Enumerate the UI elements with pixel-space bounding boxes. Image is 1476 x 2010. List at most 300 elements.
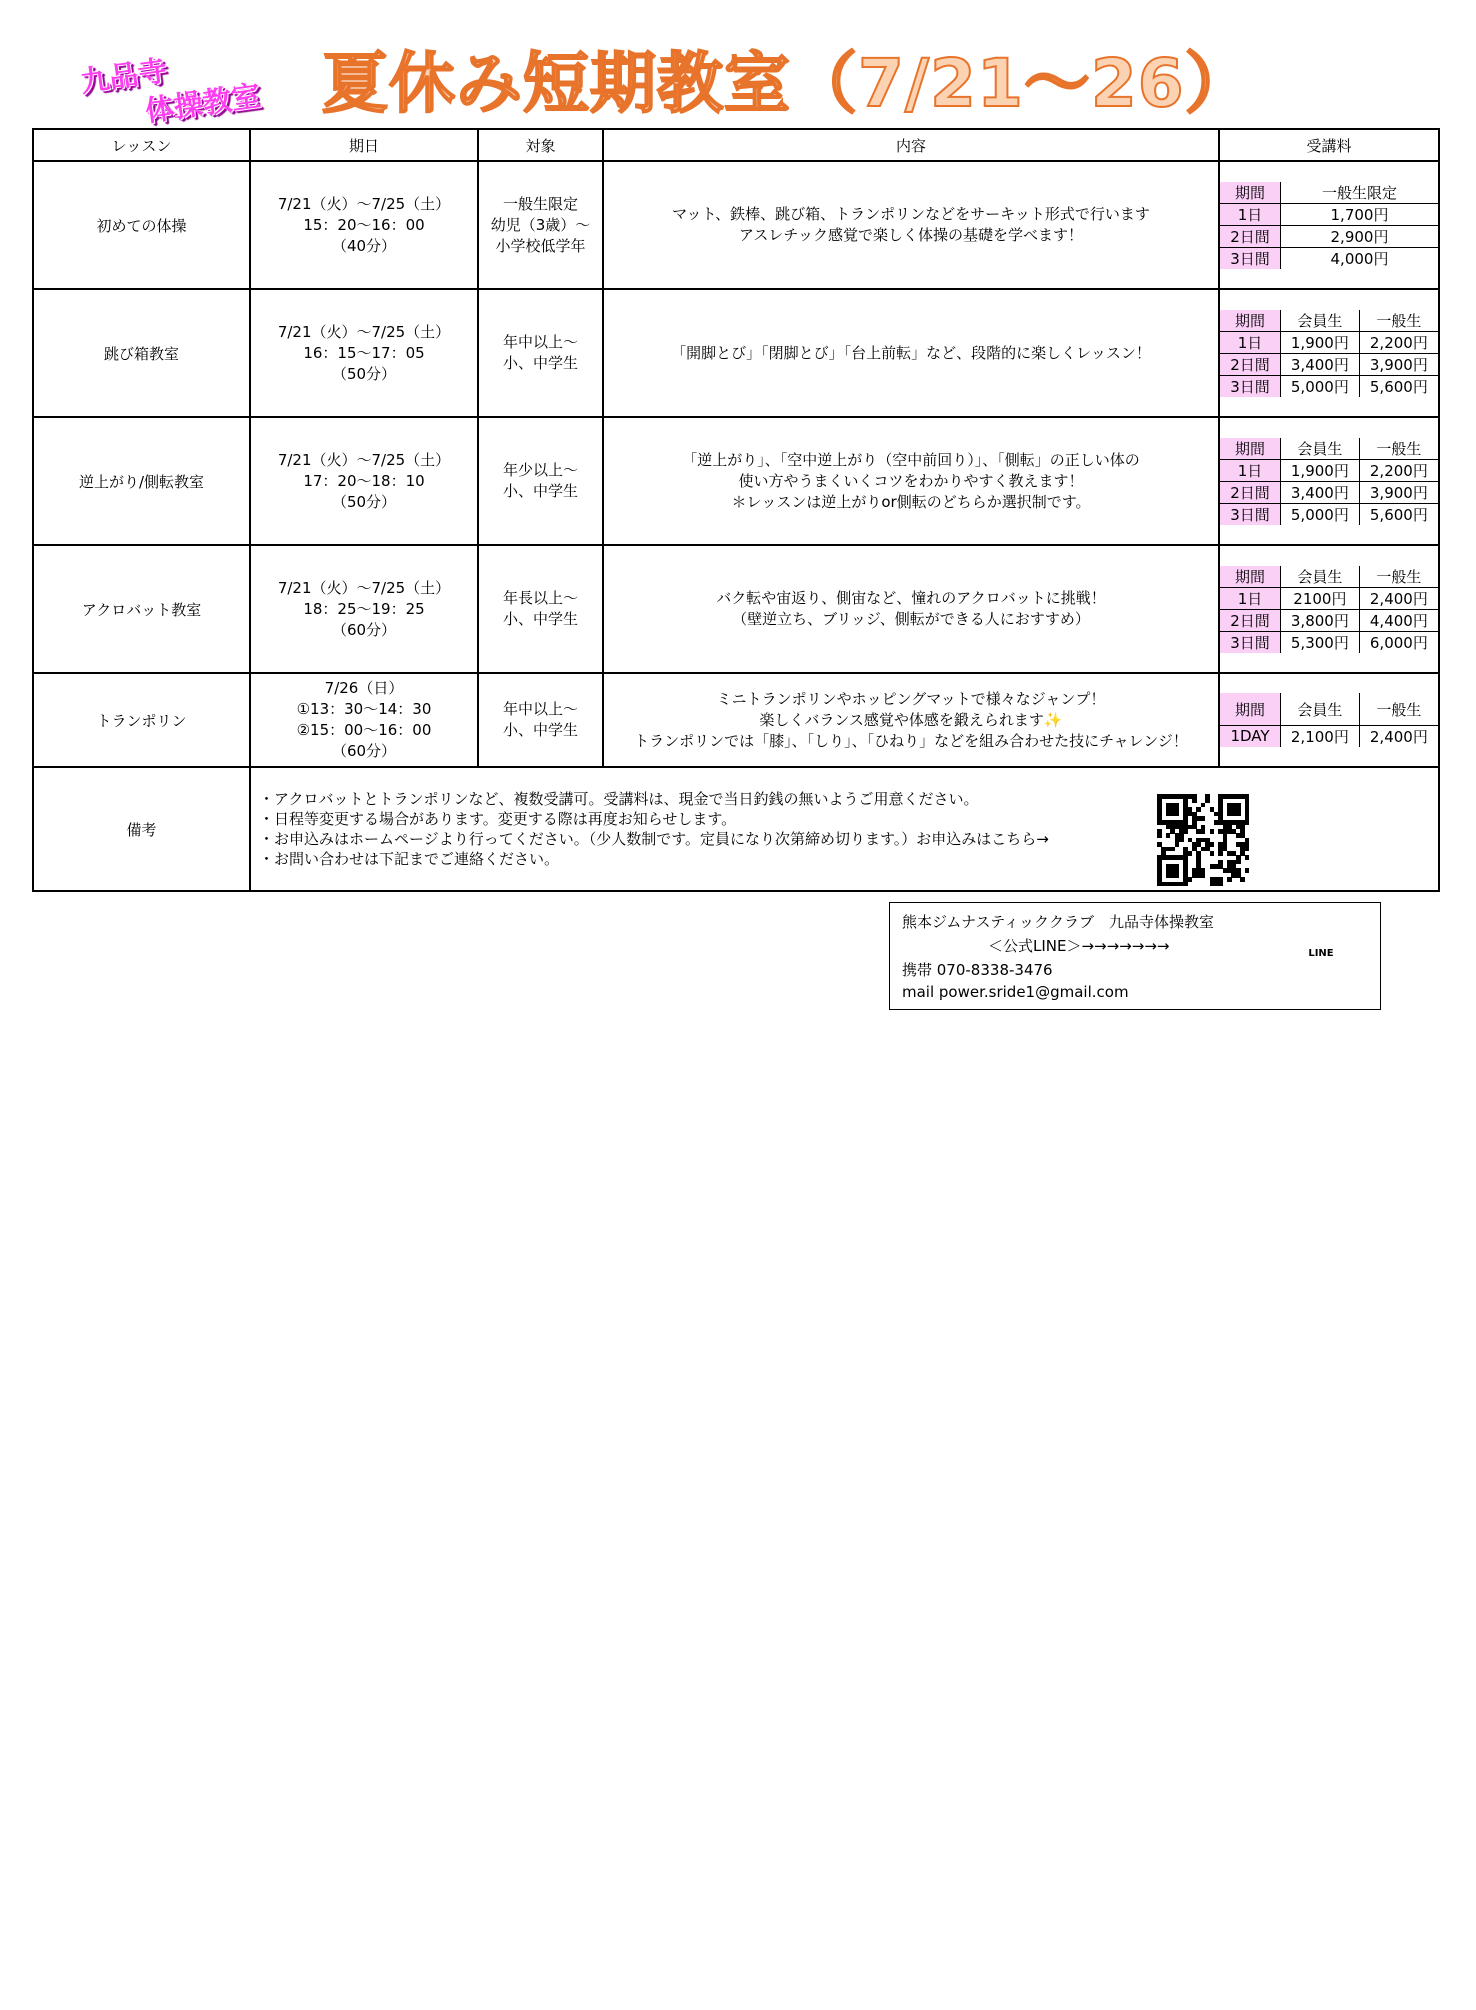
qr-module (1236, 868, 1241, 873)
fee-member-header: 会員生 (1281, 566, 1360, 588)
note-line: ・日程等変更する場合があります。変更する際は再度お知らせします。 (259, 810, 737, 828)
qr-module (1240, 851, 1245, 856)
fee-period: 3日間 (1220, 503, 1281, 525)
fee-member-price: 2100円 (1281, 587, 1360, 609)
time-line: ②15：00～16：00 (296, 721, 432, 739)
qr-module (1227, 820, 1232, 825)
qr-module (1170, 794, 1175, 799)
line-qr-label: LINE (1304, 946, 1338, 962)
lesson-name: 初めての体操 (33, 161, 250, 289)
qr-module (1218, 860, 1223, 865)
qr-module (1274, 2005, 1279, 2010)
qr-module (1157, 803, 1162, 808)
qr-module (1218, 820, 1223, 825)
qr-module (1218, 803, 1223, 808)
qr-module (1157, 829, 1162, 834)
qr-module (1218, 851, 1223, 856)
qr-module (1166, 825, 1171, 830)
qr-module (1231, 803, 1236, 808)
qr-module (1231, 807, 1236, 812)
qr-module (1245, 820, 1250, 825)
lesson-name: アクロバット教室 (33, 545, 250, 673)
content-line: バク転や宙返り、側宙など、憧れのアクロバットに挑戦！ (716, 589, 1106, 607)
qr-module (1245, 794, 1250, 799)
fee-general-header: 一般生 (1359, 438, 1438, 460)
fee-period: 2日間 (1220, 353, 1281, 375)
qr-module (1188, 812, 1193, 817)
qr-module (1166, 847, 1171, 852)
target-line: 年長以上～ (502, 589, 578, 607)
qr-module (1196, 842, 1201, 847)
fee-member-price: 2,100円 (1281, 725, 1360, 747)
qr-module (1201, 868, 1206, 873)
schedule-table (32, 128, 1440, 892)
qr-module (1196, 873, 1201, 878)
fee-period-header: 期間 (1220, 438, 1281, 460)
target-line: 年中以上～ (502, 333, 578, 351)
fee-general-price: 6,000円 (1359, 631, 1438, 653)
fee-member-price: 3,400円 (1281, 353, 1360, 375)
fee-member-price: 1,900円 (1281, 459, 1360, 481)
target-line: 年少以上～ (502, 461, 578, 479)
qr-module (1183, 807, 1188, 812)
qr-module (1179, 855, 1184, 860)
time-line: 17：20～18：10 (303, 471, 425, 490)
qr-module (1166, 864, 1171, 869)
notes-label: 備考 (33, 767, 250, 891)
fee-period-header: 期間 (1220, 310, 1281, 332)
qr-module (1218, 807, 1223, 812)
qr-module (1175, 864, 1180, 869)
qr-module (1183, 851, 1188, 856)
qr-module (1170, 868, 1175, 873)
fee-member-header: 会員生 (1281, 310, 1360, 332)
date-line: 7/21（火）～7/25（土） (277, 194, 451, 213)
qr-module (1188, 825, 1193, 830)
qr-module (1196, 829, 1201, 834)
qr-module (1192, 794, 1197, 799)
qr-module (1245, 847, 1250, 852)
target-line: 年中以上～ (502, 700, 578, 718)
qr-module (1157, 864, 1162, 869)
target-line: 小学校低学年 (495, 236, 586, 255)
fee-general-price: 4,400円 (1359, 609, 1438, 631)
fee-table (1220, 182, 1438, 269)
qr-module (1183, 794, 1188, 799)
lesson-name: トランポリン (33, 673, 250, 767)
lesson-fee (1219, 673, 1439, 767)
qr-module (1223, 838, 1228, 843)
qr-module (1223, 825, 1228, 830)
duration-line: （60分） (331, 742, 397, 760)
qr-module (1183, 816, 1188, 821)
qr-module (1196, 851, 1201, 856)
qr-module (1223, 829, 1228, 834)
qr-module (1214, 820, 1219, 825)
qr-module (1201, 816, 1206, 821)
fee-period: 2日間 (1220, 609, 1281, 631)
qr-module (1245, 798, 1250, 803)
qr-module (1205, 798, 1210, 803)
qr-module (1196, 838, 1201, 843)
lesson-fee (1219, 545, 1439, 673)
qr-module (1175, 833, 1180, 838)
qr-module (1236, 833, 1241, 838)
qr-module (1218, 882, 1223, 887)
qr-module (1223, 833, 1228, 838)
qr-module (1245, 812, 1250, 817)
qr-module (1183, 877, 1188, 882)
qr-module (1192, 820, 1197, 825)
lesson-fee (1219, 161, 1439, 289)
qr-module (1170, 829, 1175, 834)
qr-module (1245, 816, 1250, 821)
qr-module (1201, 825, 1206, 830)
qr-module (1188, 794, 1193, 799)
qr-module (1161, 820, 1166, 825)
qr-module (1231, 860, 1236, 865)
fee-period-header: 期間 (1220, 693, 1281, 725)
qr-module (1170, 820, 1175, 825)
qr-module (1236, 842, 1241, 847)
qr-module (1188, 807, 1193, 812)
fee-general-header: 一般生 (1359, 566, 1438, 588)
qr-module (1166, 812, 1171, 817)
qr-module (1240, 877, 1245, 882)
qr-module (1240, 833, 1245, 838)
qr-module (1170, 825, 1175, 830)
qr-module (1161, 851, 1166, 856)
fee-period: 1日 (1220, 459, 1281, 481)
date-line: 7/21（火）～7/25（土） (277, 322, 451, 341)
qr-module (1175, 842, 1180, 847)
qr-module (1192, 798, 1197, 803)
qr-module (1161, 794, 1166, 799)
qr-module (1210, 882, 1215, 887)
qr-module (1175, 825, 1180, 830)
qr-module (1218, 842, 1223, 847)
qr-module (1214, 877, 1219, 882)
fee-table (1220, 310, 1438, 397)
qr-module (1157, 798, 1162, 803)
qr-module (1245, 803, 1250, 808)
qr-module (1175, 882, 1180, 887)
qr-module (1179, 794, 1184, 799)
notes-content (250, 767, 1439, 891)
lesson-date (250, 673, 478, 767)
fee-member-price: 5,000円 (1281, 503, 1360, 525)
fee-general-price: 2,400円 (1359, 725, 1438, 747)
contact-phone: 携帯 070-8338-3476 (902, 961, 1053, 979)
qr-module (1210, 842, 1215, 847)
qr-module (1166, 807, 1171, 812)
qr-module (1166, 803, 1171, 808)
lesson-target (478, 417, 603, 545)
lesson-name: 逆上がり/側転教室 (33, 417, 250, 545)
fee-general-price: 2,400円 (1359, 587, 1438, 609)
qr-module (1218, 829, 1223, 834)
qr-module (1161, 855, 1166, 860)
qr-module (1227, 829, 1232, 834)
qr-module (1201, 847, 1206, 852)
qr-module (1183, 829, 1188, 834)
qr-module (1188, 851, 1193, 856)
qr-module (1231, 829, 1236, 834)
qr-module (1192, 812, 1197, 817)
fee-price: 4,000円 (1281, 247, 1439, 269)
qr-module (1170, 882, 1175, 887)
qr-module (1227, 807, 1232, 812)
column-header-content: 内容 (603, 129, 1219, 161)
qr-module (1183, 798, 1188, 803)
qr-module (1175, 807, 1180, 812)
lesson-name: 跳び箱教室 (33, 289, 250, 417)
qr-module (1170, 855, 1175, 860)
fee-price: 1,700円 (1281, 203, 1439, 225)
fee-general-price: 5,600円 (1359, 375, 1438, 397)
duration-line: （50分） (331, 492, 397, 511)
school-logo (67, 25, 297, 145)
lesson-content (603, 673, 1219, 767)
note-line: ・お問い合わせは下記までご連絡ください。 (259, 850, 560, 868)
qr-module (1223, 820, 1228, 825)
time-line: 18：25～19：25 (303, 599, 425, 618)
target-line: 小、中学生 (502, 721, 578, 739)
qr-module (1223, 842, 1228, 847)
contact-box (889, 902, 1381, 1010)
qr-module (1245, 855, 1250, 860)
note-line: ・アクロバットとトランポリンなど、複数受講可。受講料は、現金で当日釣銭の無いようご用意ください。 (259, 790, 979, 808)
fee-period: 1日 (1220, 331, 1281, 353)
lesson-target (478, 161, 603, 289)
qr-module (1183, 825, 1188, 830)
table-row (33, 289, 1439, 417)
qr-module (1231, 873, 1236, 878)
qr-module (1214, 864, 1219, 869)
content-line: トランポリンでは「膝」、「しり」、「ひねり」などを組み合わせた技にチャレンジ！ (634, 731, 1188, 750)
duration-line: （40分） (331, 236, 397, 255)
qr-module (1183, 860, 1188, 865)
qr-module (1227, 860, 1232, 865)
qr-module (1223, 794, 1228, 799)
qr-module (1183, 847, 1188, 852)
fee-period: 2日間 (1220, 481, 1281, 503)
qr-module (1157, 873, 1162, 878)
qr-module (1236, 825, 1241, 830)
qr-module (1196, 816, 1201, 821)
duration-line: （50分） (331, 364, 397, 383)
target-line: 一般生限定 (502, 194, 578, 213)
qr-module (1210, 864, 1215, 869)
qr-module (1175, 803, 1180, 808)
fee-period: 3日間 (1220, 247, 1281, 269)
table-row (33, 161, 1439, 289)
content-line: 使い方やうまくいくコツをわかりやすく教えます！ (738, 471, 1084, 490)
qr-module (1231, 812, 1236, 817)
note-line: ・お申込みはホームページより行ってください。（少人数制です。定員になり次第締め切ります。）お申込みはこちら→ (259, 830, 1049, 848)
lesson-target (478, 545, 603, 673)
qr-module (1175, 820, 1180, 825)
qr-module (1231, 851, 1236, 856)
qr-module (1227, 803, 1232, 808)
fee-period-header: 期間 (1220, 182, 1281, 204)
column-header-date: 期日 (250, 129, 478, 161)
qr-module (1179, 838, 1184, 843)
qr-module (1236, 873, 1241, 878)
qr-module (1170, 812, 1175, 817)
target-line: 小、中学生 (502, 610, 578, 628)
time-line: 15：20～16：00 (303, 215, 425, 234)
qr-module (1201, 873, 1206, 878)
qr-module (1236, 855, 1241, 860)
fee-general-price: 3,900円 (1359, 481, 1438, 503)
qr-module (1214, 882, 1219, 887)
qr-module (1218, 864, 1223, 869)
lesson-fee (1219, 289, 1439, 417)
page-title: 夏休み短期教室（7/21～26） (322, 45, 1252, 122)
table-header-row (33, 129, 1439, 161)
qr-module (1157, 812, 1162, 817)
qr-module (1218, 816, 1223, 821)
qr-module (1214, 812, 1219, 817)
qr-module (1166, 794, 1171, 799)
content-line: マット、鉄棒、跳び箱、トランポリンなどをサーキット形式で行います (672, 205, 1150, 223)
lesson-content (603, 289, 1219, 417)
target-line: 小、中学生 (502, 354, 578, 372)
qr-module (1240, 825, 1245, 830)
qr-module (1179, 825, 1184, 830)
qr-module (1231, 820, 1236, 825)
qr-module (1157, 794, 1162, 799)
qr-module (1227, 825, 1232, 830)
qr-module (1240, 829, 1245, 834)
qr-module (1196, 807, 1201, 812)
fee-period: 1日 (1220, 203, 1281, 225)
qr-module (1218, 794, 1223, 799)
line-qr-code-icon[interactable] (1274, 909, 1368, 1003)
qr-module (1196, 855, 1201, 860)
fee-general-header: 一般生 (1359, 310, 1438, 332)
contact-line-link: ＜公式LINE＞→→→→→→→ (988, 937, 1170, 955)
qr-module (1166, 882, 1171, 887)
qr-module (1210, 877, 1215, 882)
qr-module (1240, 820, 1245, 825)
target-line: 幼児（3歳）～ (490, 215, 591, 234)
fee-general-header: 一般生 (1359, 693, 1438, 725)
fee-member-price: 3,800円 (1281, 609, 1360, 631)
qr-module (1170, 873, 1175, 878)
qr-module (1236, 794, 1241, 799)
qr-module (1157, 855, 1162, 860)
qr-module (1218, 812, 1223, 817)
table-row (33, 417, 1439, 545)
fee-period: 1DAY (1220, 725, 1281, 747)
qr-module (1170, 807, 1175, 812)
fee-table (1220, 438, 1438, 525)
qr-module (1205, 794, 1210, 799)
qr-module (1196, 868, 1201, 873)
qr-module (1157, 833, 1162, 838)
qr-module (1205, 842, 1210, 847)
qr-module (1218, 847, 1223, 852)
lesson-content (603, 417, 1219, 545)
qr-module (1175, 855, 1180, 860)
qr-module (1175, 812, 1180, 817)
qr-module (1192, 816, 1197, 821)
qr-module (1205, 847, 1210, 852)
column-header-target: 対象 (478, 129, 603, 161)
qr-module (1201, 838, 1206, 843)
qr-module (1183, 855, 1188, 860)
qr-module (1218, 798, 1223, 803)
contact-mail: mail power.sride1@gmail.com (902, 983, 1129, 1001)
qr-module (1245, 807, 1250, 812)
qr-module (1179, 882, 1184, 887)
logo-line-1: 九品寺 (78, 53, 170, 99)
qr-module (1201, 829, 1206, 834)
qr-module (1170, 803, 1175, 808)
qr-module (1231, 794, 1236, 799)
qr-module (1161, 882, 1166, 887)
qr-module (1183, 803, 1188, 808)
qr-module (1183, 868, 1188, 873)
qr-module (1175, 868, 1180, 873)
fee-table (1220, 693, 1438, 747)
fee-general-price: 2,200円 (1359, 331, 1438, 353)
date-line: 7/21（火）～7/25（土） (277, 450, 451, 469)
qr-module (1240, 794, 1245, 799)
qr-module (1210, 851, 1215, 856)
qr-module (1236, 807, 1241, 812)
time-line: 16：15～17：05 (303, 343, 425, 362)
qr-module (1188, 877, 1193, 882)
lesson-target (478, 673, 603, 767)
content-line: 「開脚とび」「閉脚とび」「台上前転」など、段階的に楽しくレッスン！ (671, 343, 1151, 362)
qr-module (1231, 868, 1236, 873)
qr-module (1157, 842, 1162, 847)
qr-module (1218, 877, 1223, 882)
application-qr-code-icon[interactable] (1157, 794, 1249, 886)
qr-module (1227, 877, 1232, 882)
qr-module (1157, 860, 1162, 865)
qr-module (1192, 873, 1197, 878)
qr-module (1157, 882, 1162, 887)
lesson-content (603, 161, 1219, 289)
qr-module (1192, 825, 1197, 830)
qr-module (1166, 820, 1171, 825)
qr-module (1183, 882, 1188, 887)
qr-module (1196, 860, 1201, 865)
qr-module (1227, 864, 1232, 869)
fee-period: 2日間 (1220, 225, 1281, 247)
content-line: ＊レッスンは逆上がりor側転のどちらか選択制です。 (731, 492, 1091, 511)
qr-module (1227, 868, 1232, 873)
qr-module (1205, 838, 1210, 843)
lesson-date (250, 289, 478, 417)
lesson-date (250, 417, 478, 545)
qr-module (1201, 803, 1206, 808)
qr-module (1245, 838, 1250, 843)
fee-member-price: 5,300円 (1281, 631, 1360, 653)
fee-period: 3日間 (1220, 375, 1281, 397)
qr-module (1157, 807, 1162, 812)
qr-module (1183, 812, 1188, 817)
fee-header: 一般生限定 (1281, 182, 1439, 204)
qr-module (1179, 820, 1184, 825)
logo-line-2: 体操教室 (142, 78, 263, 129)
fee-member-price: 3,400円 (1281, 481, 1360, 503)
column-header-lesson: レッスン (33, 129, 250, 161)
